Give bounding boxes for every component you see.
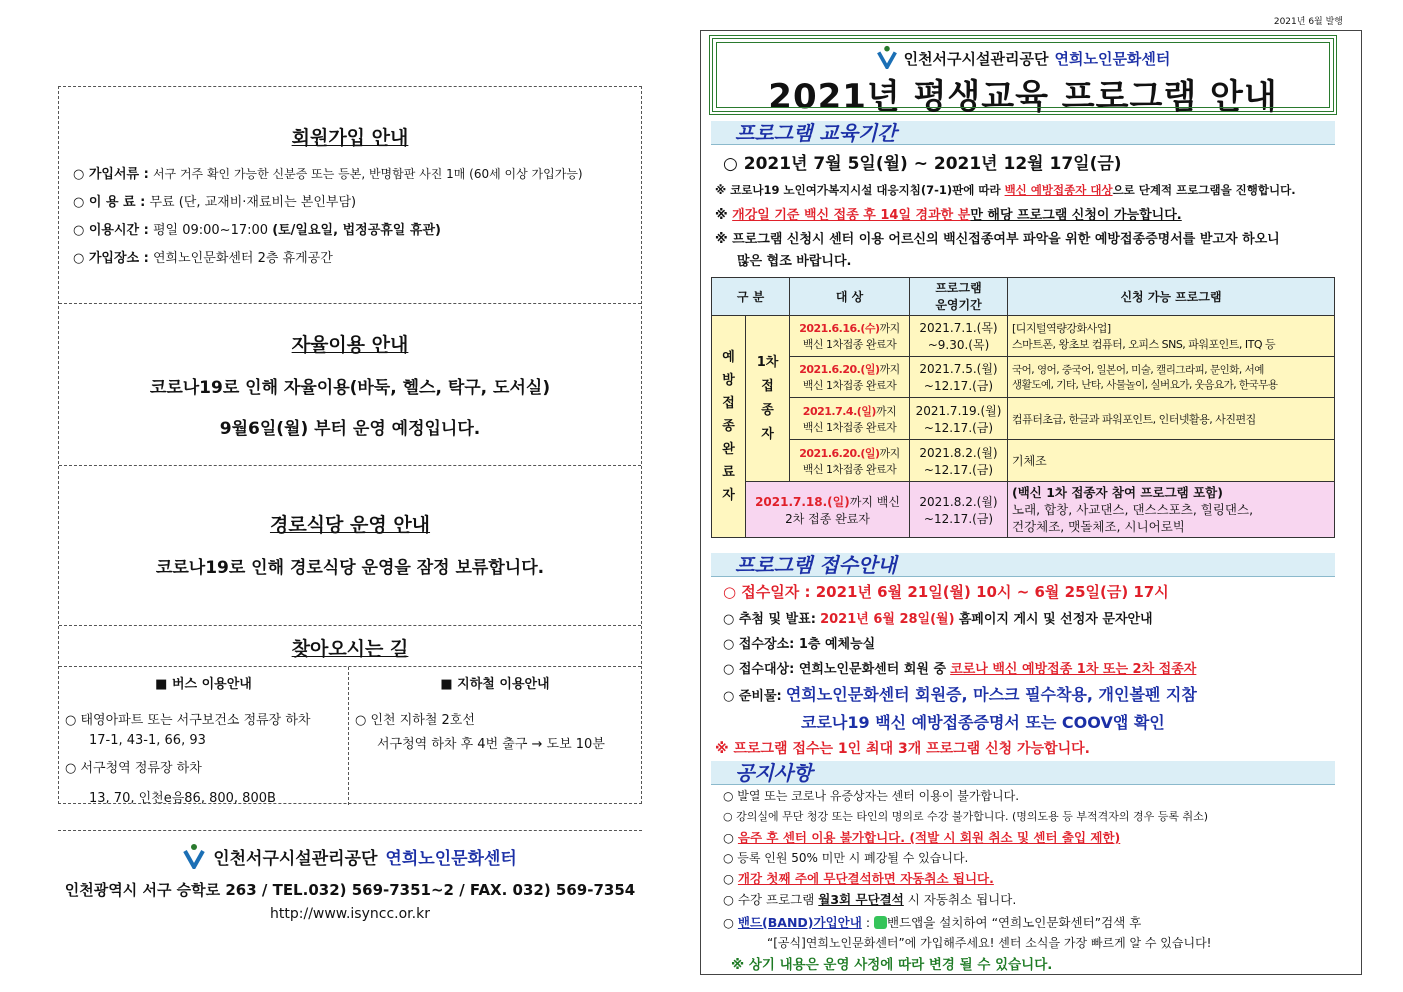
membership-docs: ○ 가입서류 : 서구 거주 확인 가능한 신분증 또는 등본, 반명함판 사진 1매 (60세 이상 가입가능) (73, 167, 583, 182)
membership-place: ○ 가입장소 : 연희노인문화센터 2층 휴게공간 (73, 251, 333, 266)
footer-org2: 연희노인문화센터 (385, 848, 517, 869)
subway-column (349, 667, 641, 805)
footer-logo-row (58, 843, 642, 869)
table-row (712, 482, 1335, 538)
footer-url[interactable]: http://www.isyncc.or.kr (270, 906, 430, 922)
notice-final: ※ 상기 내용은 운영 사정에 따라 변경 될 수 있습니다. (731, 957, 1053, 973)
table-row (712, 357, 1335, 398)
period-dates: ○ 2021년 7월 5일(월) ~ 2021년 12월 17일(금) (723, 154, 1122, 174)
subway-heading: ■ 지하철 이용안내 (440, 677, 550, 692)
membership-fee: ○ 이 용 료 : 무료 (단, 교재비·재료비는 본인부담) (73, 195, 357, 210)
membership-hours: ○ 이용시간 : 평일 09:00~17:00 (토/일요일, 법정공휴일 휴관) (73, 223, 441, 238)
table-row (712, 316, 1335, 357)
period-band: 프로그램 교육기간 (711, 121, 1335, 145)
target-cell: 2021.6.20.(일)까지 백신 1차접종 완료자 (790, 440, 910, 482)
program-cell: [디지털역량강화사업] 스마트폰, 왕초보 컴퓨터, 오피스 SNS, 파워포인트, ITQ 등 (1008, 316, 1335, 357)
program-table (711, 277, 1335, 538)
footer-org1: 인천서구시설관리공단 (213, 848, 378, 869)
title-org2: 연희노인문화센터 (1054, 49, 1171, 68)
notice-item: “[공식]연희노인문화센터”에 가입해주세요! 센터 소식을 가장 빠르게 알 수 있습니다! (767, 936, 1212, 950)
target-cell: 2021.6.16.(수)까지 백신 1차접종 완료자 (790, 316, 910, 357)
table-header: 신청 가능 프로그램 (1008, 278, 1335, 316)
program-cell: 국어, 영어, 중국어, 일본어, 미술, 캘리그라피, 문인화, 서예 생활도예, 기타, 난타, 사물놀이, 실버요가, 웃음요가, 한국무용 (1008, 357, 1335, 398)
notice-item: ○ 수강 프로그램 월3회 무단결석 시 자동취소 됩니다. (723, 892, 1017, 907)
self-use-title: 자율이용 안내 (291, 334, 409, 356)
table-row (712, 440, 1335, 482)
title-org1: 인천서구시설관리공단 (903, 49, 1049, 68)
directions-section (59, 625, 641, 805)
target-cell: 2021.6.20.(일)까지 백신 1차접종 완료자 (790, 357, 910, 398)
table-row (712, 398, 1335, 440)
period-cell: 2021.8.2.(월) ~12.17.(금) (910, 482, 1008, 538)
cafeteria-section (59, 465, 641, 625)
cafeteria-line1: 코로나19로 인해 경로식당 운영을 잠정 보류합니다. (155, 558, 545, 578)
membership-section (59, 87, 641, 303)
reception-prep-2: 코로나19 백신 예방접종증명서 또는 COOV앱 확인 (801, 713, 1165, 732)
subway-exit: 서구청역 하차 후 4번 출구 → 도보 10분 (377, 737, 605, 752)
sub-group-cell: 1차 접 종 자 (746, 316, 790, 482)
program-cell: (백신 1차 접종자 참여 프로그램 포함) 노래, 합창, 사교댄스, 댄스스포츠, 힐링댄스, 건강체조, 맷돌체조, 시니어로빅 (1008, 482, 1335, 538)
table-header: 프로그램 운영기간 (910, 278, 1008, 316)
notice-band-item: ○ 밴드(BAND)가입안내 : 밴드앱을 설치하여 “연희노인문화센터”검색 후 (723, 915, 1142, 930)
group-cell: 예 방 접 종 완 료 자 (712, 316, 746, 538)
left-footer (58, 830, 642, 940)
center-logo-icon (876, 45, 898, 71)
reception-target: ○ 접수대상: 연희노인문화센터 회원 중 코로나 백신 예방접종 1차 또는 2차 접종자 (723, 662, 1197, 677)
bus-routes-1: 17-1, 43-1, 66, 93 (89, 733, 206, 748)
period-note-3: ※ 프로그램 신청시 센터 이용 어르신의 백신접종여부 파악을 위한 예방접종증명서를 받고자 하오니 (715, 232, 1280, 247)
notice-item: ○ 등록 인원 50% 미만 시 폐강될 수 있습니다. (723, 851, 969, 865)
membership-title: 회원가입 안내 (291, 127, 409, 149)
center-logo-icon (183, 843, 205, 869)
cafeteria-title: 경로식당 운영 안내 (269, 514, 431, 536)
period-cell: 2021.7.5.(월) ~12.17.(금) (910, 357, 1008, 398)
directions-title: 찾아오시는 길 (291, 638, 409, 660)
subway-line: ○ 인천 지하철 2호선 (355, 713, 475, 728)
reception-band: 프로그램 접수안내 (711, 553, 1335, 577)
period-note-2: ※ 개강일 기준 백신 접종 후 14일 경과한 분만 해당 프로그램 신청이 가능합니다. (715, 208, 1182, 223)
notice-item: ○ 발열 또는 코로나 유증상자는 센터 이용이 불가합니다. (723, 789, 1020, 803)
band-app-icon (874, 916, 887, 929)
notice-item: ○ 강의실에 무단 청강 또는 타인의 명의로 수강 불가합니다. (명의도용 등 부적격자의 경우 등록 취소) (723, 810, 1209, 823)
bus-stop-2: ○ 서구청역 정류장 하차 (65, 761, 202, 776)
reception-limit: ※ 프로그램 접수는 1인 최대 3개 프로그램 신청 가능합니다. (715, 741, 1090, 757)
title-org-row (713, 45, 1333, 71)
period-note-3b: 많은 협조 바랍니다. (737, 254, 852, 269)
self-use-line1: 코로나19로 인해 자율이용(바둑, 헬스, 탁구, 도서실) (149, 378, 551, 398)
title-box (709, 35, 1337, 115)
reception-result: ○ 추첨 및 발표: 2021년 6월 28일(월) 홈페이지 게시 및 선정자 문자안내 (723, 612, 1153, 627)
reception-place: ○ 접수장소: 1층 예체능실 (723, 637, 876, 652)
left-info-panel (58, 86, 642, 804)
bus-heading: ■ 버스 이용안내 (155, 677, 252, 692)
table-header-row (712, 278, 1335, 316)
period-cell: 2021.8.2.(월) ~12.17.(금) (910, 440, 1008, 482)
self-use-line2: 9월6일(월) 부터 운영 예정입니다. (219, 419, 481, 439)
notice-item: ○ 음주 후 센터 이용 불가합니다. (적발 시 회원 취소 및 센터 출입 제한) (723, 830, 1121, 845)
reception-date: ○ 접수일자 : 2021년 6월 21일(월) 10시 ~ 6월 25일(금) 17시 (723, 583, 1169, 601)
footer-address: 인천광역시 서구 승학로 263 / TEL.032) 569-7351~2 / FAX. 032) 569-7354 (64, 881, 636, 899)
page-title: 2021년 평생교육 프로그램 안내 (768, 77, 1278, 117)
reception-prep: ○ 준비물: 연희노인문화센터 회원증, 마스크 필수착용, 개인볼펜 지참 (723, 685, 1197, 704)
period-cell: 2021.7.1.(목) ~9.30.(목) (910, 316, 1008, 357)
target-cell: 2021.7.4.(일)까지 백신 1차접종 완료자 (790, 398, 910, 440)
self-use-section (59, 303, 641, 465)
program-cell: 컴퓨터초급, 한글과 파워포인트, 인터넷활용, 사진편집 (1008, 398, 1335, 440)
notice-band: 공지사항 (711, 761, 1335, 785)
program-cell: 기체조 (1008, 440, 1335, 482)
issue-date: 2021년 6월 발행 (1273, 17, 1343, 27)
period-cell: 2021.7.19.(월) ~12.17.(금) (910, 398, 1008, 440)
table-header: 구 분 (712, 278, 790, 316)
table-header: 대 상 (790, 278, 910, 316)
bus-routes-2: 13, 70, 인천e음86, 800, 800B (89, 791, 276, 806)
bus-stop-1: ○ 태영아파트 또는 서구보건소 정류장 하차 (65, 713, 311, 728)
target-cell: 2021.7.18.(일)까지 백신 2차 접종 완료자 (746, 482, 910, 538)
program-guide-panel (700, 30, 1362, 975)
bus-column (59, 667, 349, 805)
period-note-1: ※ 코로나19 노인여가복지시설 대응지침(7-1)판에 따라 백신 예방접종자 대상으로 단계적 프로그램을 진행합니다. (715, 183, 1296, 197)
notice-item: ○ 개강 첫째 주에 무단결석하면 자동취소 됩니다. (723, 871, 994, 886)
directions-grid (59, 666, 641, 805)
